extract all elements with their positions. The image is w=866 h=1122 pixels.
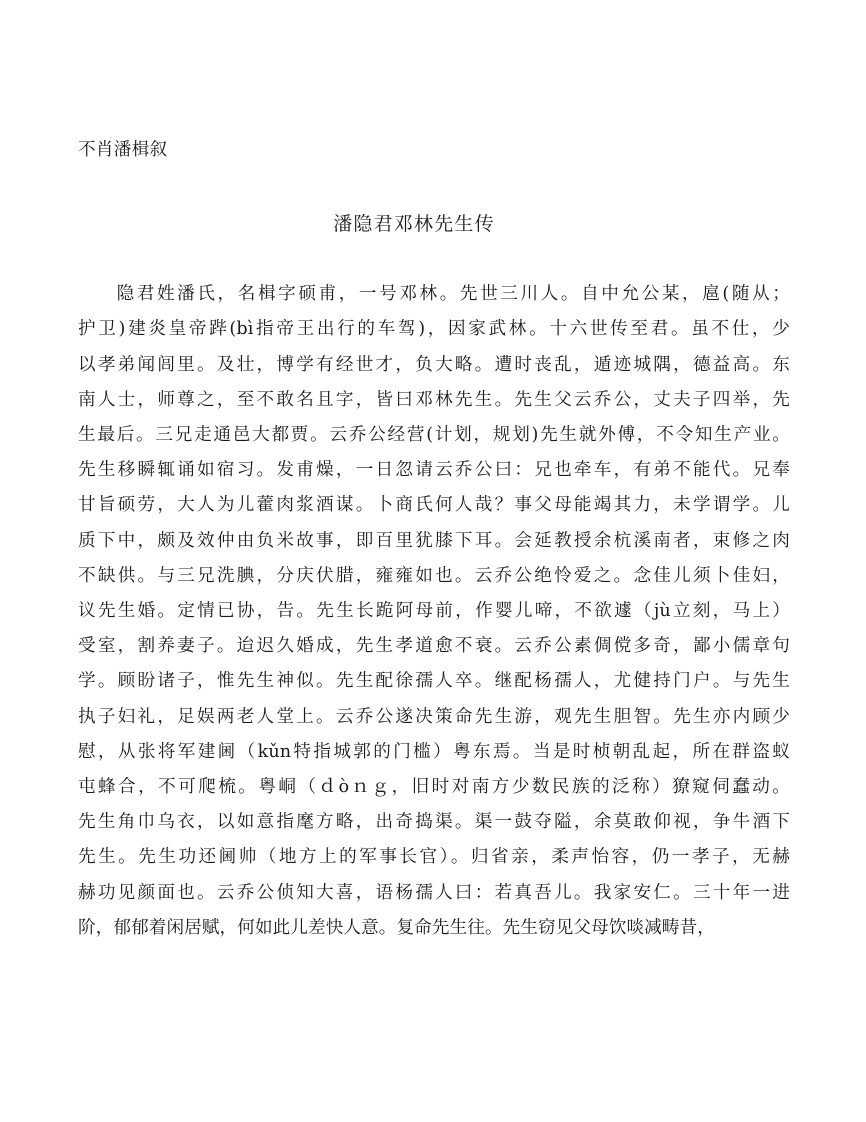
- page-content: [78, 0, 790, 946]
- body-line: 不缺供。与三兄洗腆，分庆伏腊，雍雍如也。云乔公绝怜爱之。念佳儿须卜佳妇，: [78, 565, 790, 586]
- body-line: 赫功见颜面也。云乔公侦知大喜，语杨孺人曰：若真吾儿。我家安仁。三十年一进: [78, 882, 790, 903]
- body-line: 先生。先生功还阃帅（地方上的军事长官）。归省亲，柔声怡容，仍一孝子，无赫: [78, 847, 790, 868]
- author-note: 不肖潘楫叙: [78, 140, 168, 160]
- body-line: 甘旨硕劳，大人为儿藿肉浆酒谋。卜商氏何人哉？事父母能竭其力，未学谓学。儿: [78, 495, 790, 516]
- body-line: 受室，割养妻子。迨迟久婚成，先生孝道愈不衰。云乔公素倜傥多奇，鄙小儒章句: [78, 636, 790, 657]
- body-line: 议先生婚。定情已协，告。先生长跪阿母前，作婴儿啼，不欲遽（jù立刻，马上）: [78, 600, 790, 621]
- body-line: 质下中，颇及效仲由负米故事，即百里犹膝下耳。会延教授余杭溪南者，束修之肉: [78, 530, 790, 551]
- body-line: 学。顾盼诸子，惟先生神似。先生配徐孺人卒。继配杨孺人，尤健持门户。与先生: [78, 671, 790, 692]
- body-line: 护卫)建炎皇帝跸(bì指帝王出行的车驾)，因家武林。十六世传至君。虽不仕，少: [78, 319, 790, 340]
- body-line: 先生移瞬辄诵如宿习。发甫燥，一日忽请云乔公曰：兄也牵车，有弟不能代。兄奉: [78, 460, 790, 481]
- body-line: 先生角巾乌衣，以如意指麾方略，出奇捣渠。渠一鼓夺隘，余莫敢仰视，争牛酒下: [78, 812, 790, 833]
- body-line: 屯蜂合，不可爬梳。粤峒（ｄòｎｇ，旧时对南方少数民族的泛称）獠窥伺蠢动。: [78, 776, 790, 797]
- page-title: 潘隐君邓林先生传: [333, 212, 495, 235]
- body-paragraph: [78, 277, 790, 946]
- body-line: 阶，郁郁着闲居赋，何如此儿差快人意。复命先生往。先生窃见父母饮啖减畴昔，: [78, 917, 715, 938]
- body-line: 以孝弟闻闾里。及壮，博学有经世才，负大略。遭时丧乱，遁迹城隅，德益高。东: [78, 354, 790, 375]
- body-block: [78, 277, 790, 946]
- body-line: 执子妇礼，足娱两老人堂上。云乔公遂决策命先生游，观先生胆智。先生亦内顾少: [78, 706, 790, 727]
- body-line: 慰，从张将军建阃（kǔn特指城郭的门槛）粤东焉。当是时桢朝乱起，所在群盗蚁: [78, 741, 790, 762]
- body-line: 隐君姓潘氏，名楫字硕甫，一号邓林。先世三川人。自中允公某，扈(随从；: [114, 284, 790, 305]
- body-line: 生最后。三兄走通邑大都贾。云乔公经营(计划，规划)先生就外傅，不令知生产业。: [78, 424, 790, 445]
- body-line: 南人士，师尊之，至不敢名且字，皆曰邓林先生。先生父云乔公，丈夫子四举，先: [78, 389, 790, 410]
